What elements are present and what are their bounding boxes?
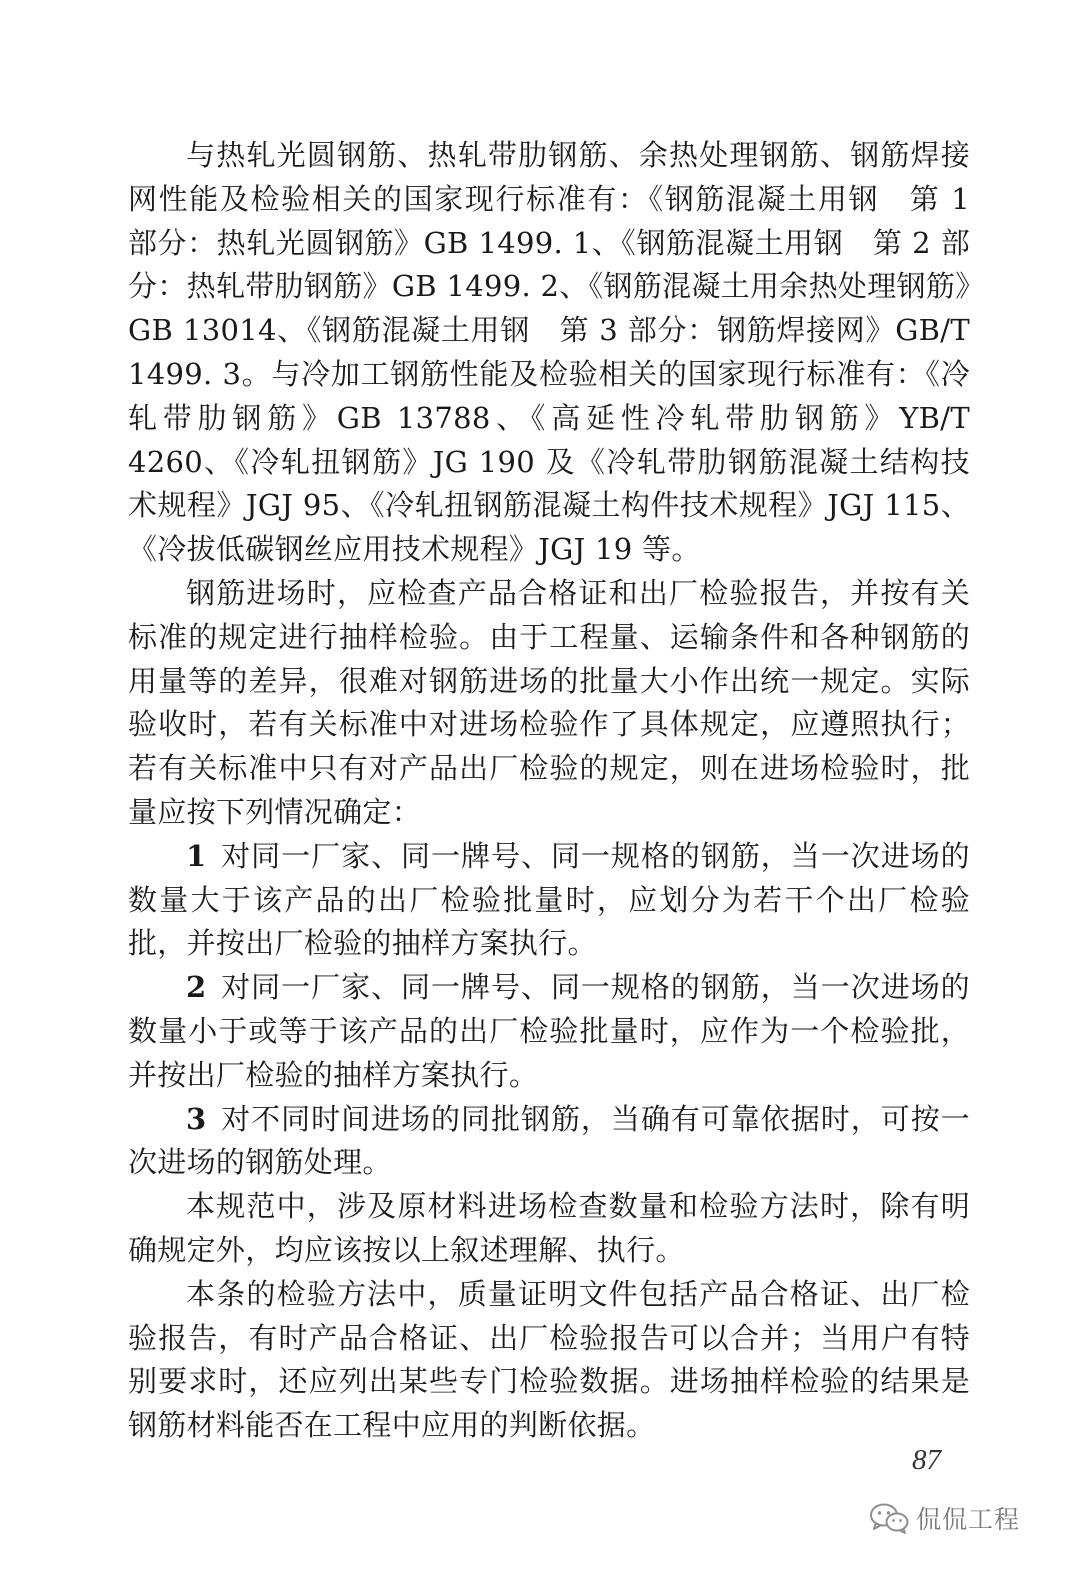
- paragraph-standards: 与热轧光圆钢筋、热轧带肋钢筋、余热处理钢筋、钢筋焊接网性能及检验相关的国家现行标准有：《钢筋混凝土用钢 第 1 部分：热轧光圆钢筋》GB 1499. 1、《钢筋混凝土用钢 第 2 部分：热轧带肋钢筋》GB 1499. 2、《钢筋混凝土用余热处理钢筋》GB 13014、《钢筋混凝土用钢 第 3 部分：钢筋焊接网》GB/T 1499. 3。与冷加工钢筋性能及检验相关的国家现行标准有：《冷轧带肋钢筋》GB 13788、《高延性冷轧带肋钢筋》YB/T 4260、《冷轧扭钢筋》JG 190 及《冷轧带肋钢筋混凝土结构技术规程》JGJ 95、《冷轧扭钢筋混凝土构件技术规程》JGJ 115、《冷拔低碳钢丝应用技术规程》JGJ 19 等。: [128, 138, 970, 567]
- page-number: 87: [912, 1444, 941, 1476]
- list-item-text: 对同一厂家、同一牌号、同一规格的钢筋，当一次进场的数量大于该产品的出厂检验批量时，应划分为若干个出厂检验批，并按出厂检验的抽样方案执行。: [128, 838, 970, 961]
- wechat-icon: [868, 1501, 910, 1535]
- list-item-3: [128, 1098, 970, 1186]
- paragraph-quality-documents: 本条的检验方法中，质量证明文件包括产品合格证、出厂检验报告，有时产品合格证、出厂检验报告可以合并；当用户有特别要求时，还应列出某些专门检验数据。进场抽样检验的结果是钢筋材料能否在工程中应用的判断依据。: [128, 1276, 970, 1443]
- list-item-text: 对同一厂家、同一牌号、同一规格的钢筋，当一次进场的数量小于或等于该产品的出厂检验批量时，应作为一个检验批，并按出厂检验的抽样方案执行。: [128, 970, 970, 1092]
- list-item-number: 3: [186, 1101, 207, 1136]
- list-item-number: 1: [186, 838, 207, 873]
- list-item-1: [128, 835, 970, 966]
- watermark: [868, 1500, 1020, 1536]
- watermark-text: 侃侃工程: [916, 1505, 1021, 1534]
- page-body: [128, 134, 970, 1448]
- list-item-2: [128, 966, 970, 1097]
- list-item-number: 2: [186, 970, 207, 1005]
- list-item-text: 对不同时间进场的同批钢筋，当确有可靠依据时，可按一次进场的钢筋处理。: [128, 1101, 970, 1180]
- paragraph-inspection-batch: 钢筋进场时，应检查产品合格证和出厂检验报告，并按有关标准的规定进行抽样检验。由于工程量、运输条件和各种钢筋的用量等的差异，很难对钢筋进场的批量大小作出统一规定。实际验收时，若有关标准中对进场检验作了具体规定，应遵照执行；若有关标准中只有对产品出厂检验的规定，则在进场检验时，批量应按下列情况确定：: [128, 575, 970, 829]
- paragraph-scope: 本规范中，涉及原材料进场检查数量和检验方法时，除有明确规定外，均应该按以上叙述理解、执行。: [128, 1189, 970, 1267]
